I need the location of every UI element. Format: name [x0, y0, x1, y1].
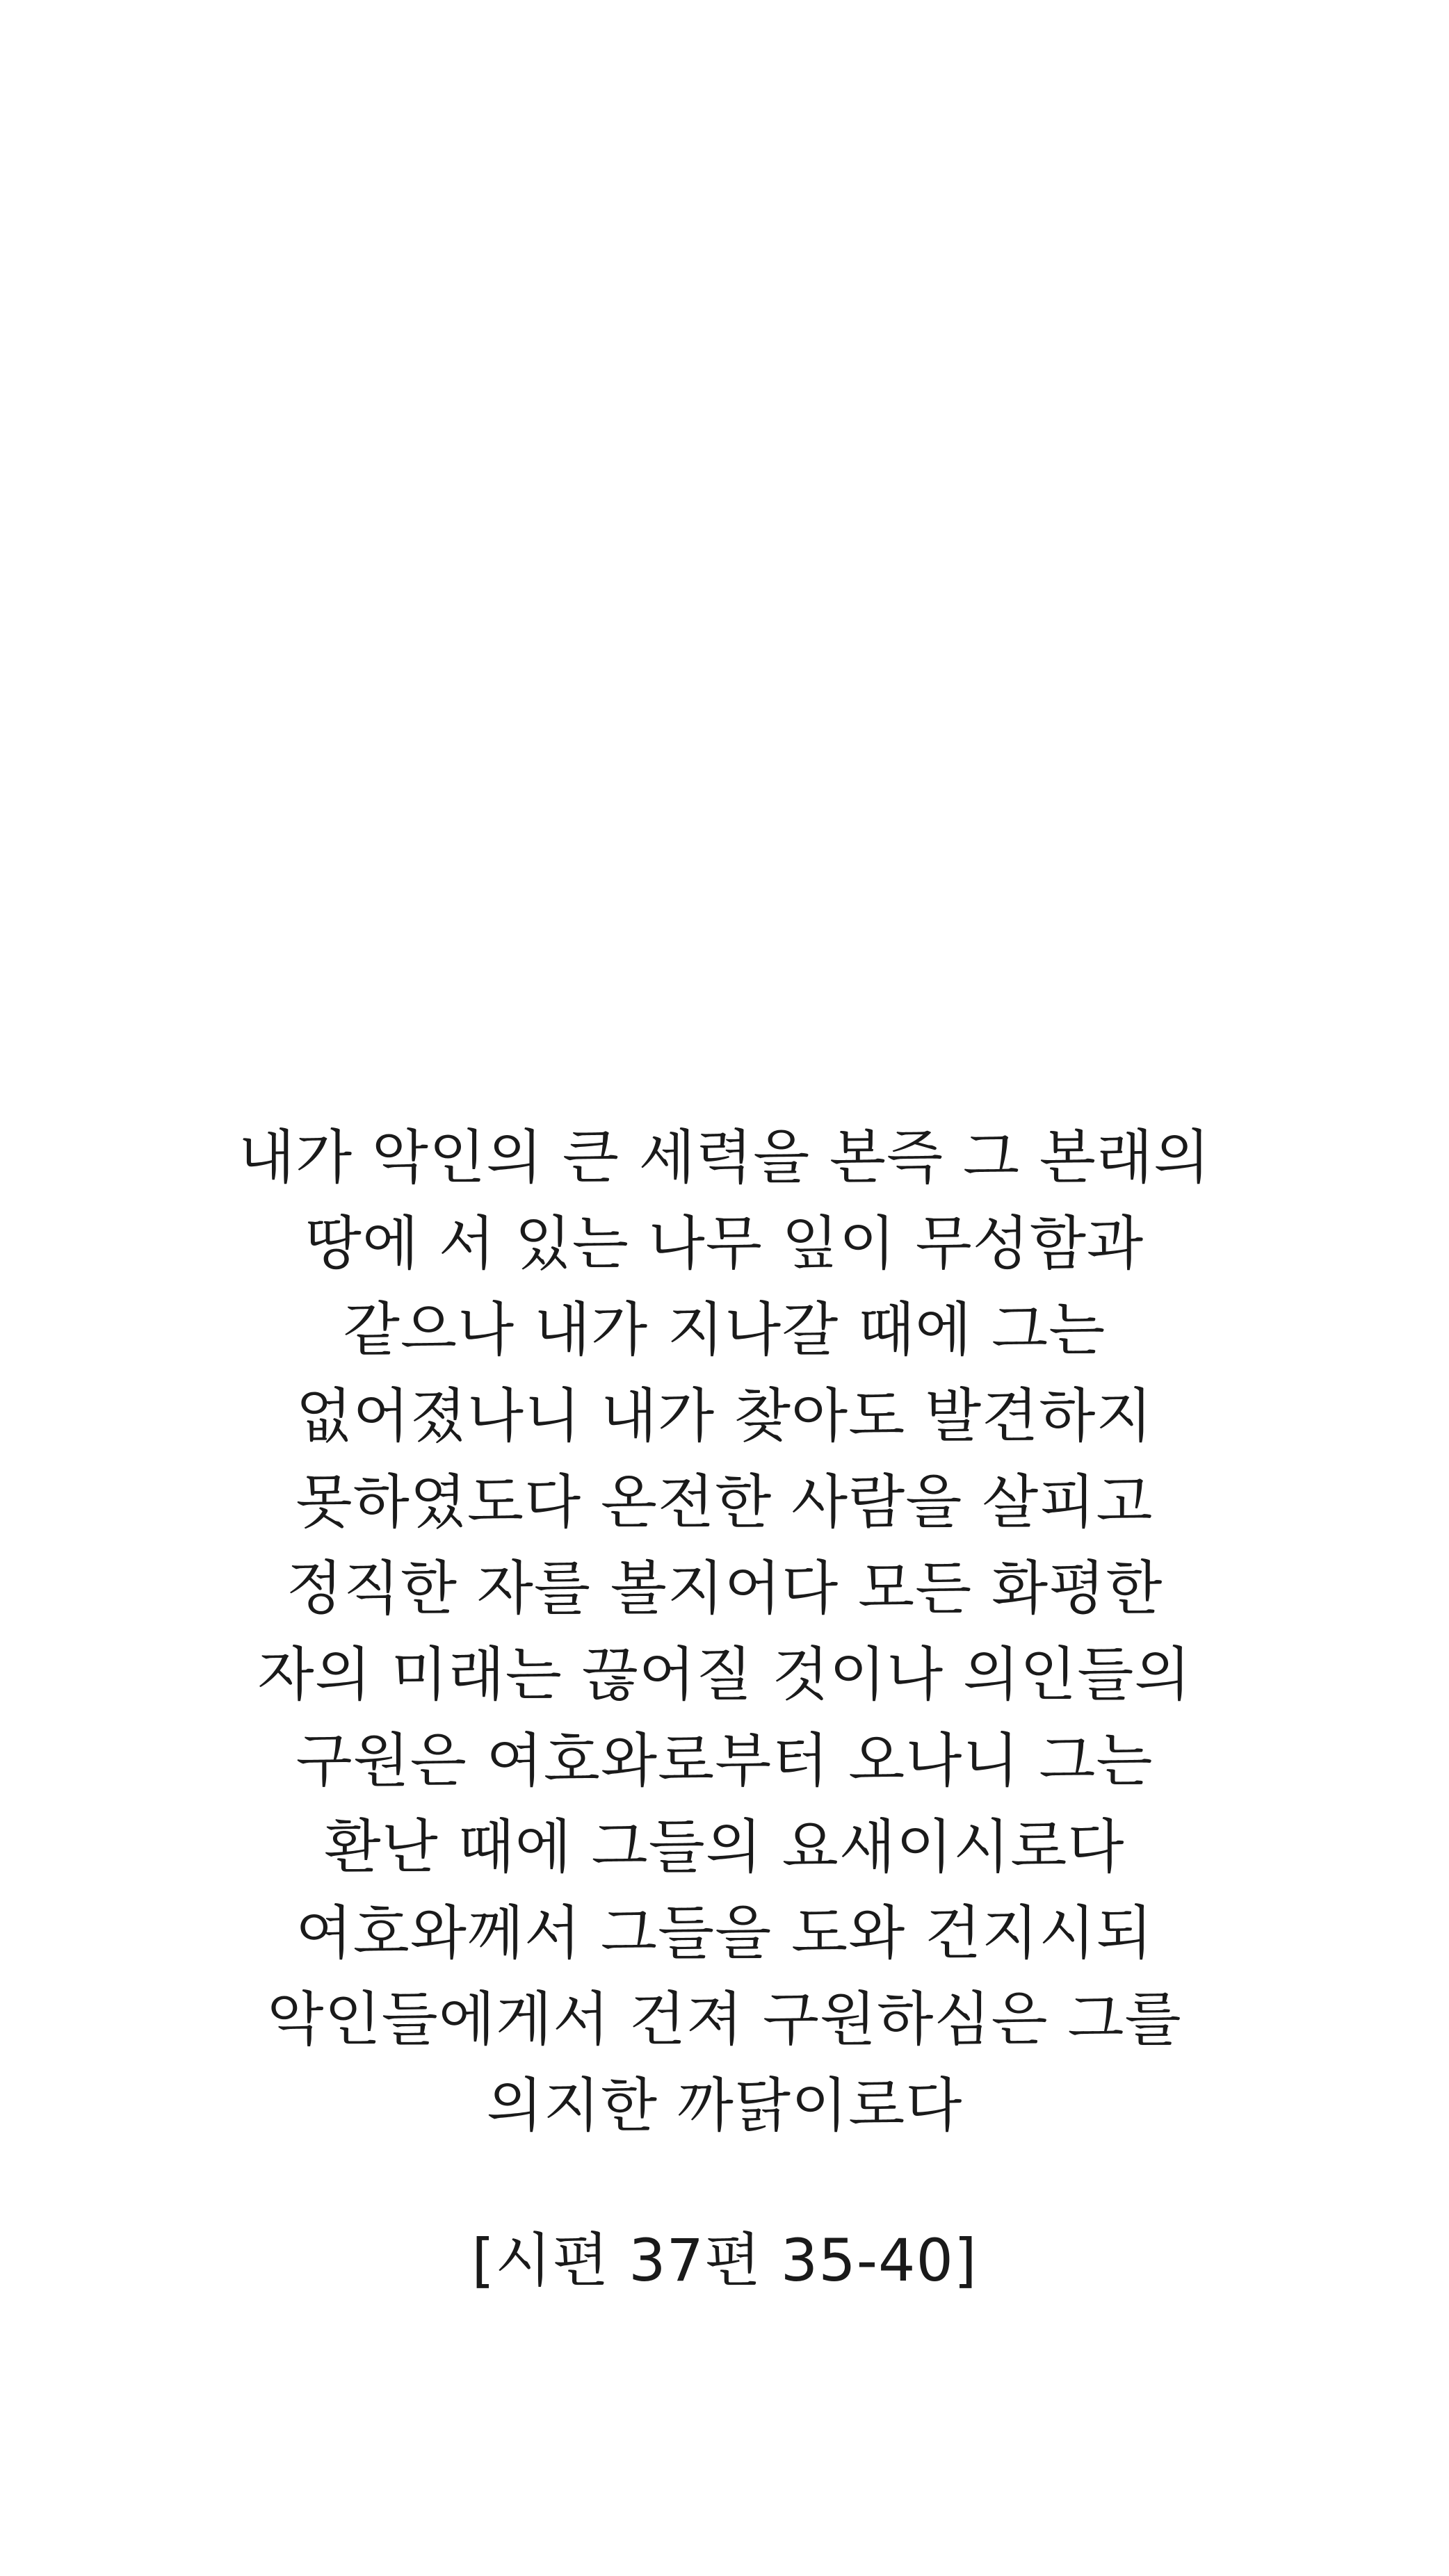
verse-line: 환난 때에 그들의 요새이시로다 — [324, 1813, 1125, 1881]
verse-line: 악인들에게서 건져 구원하심은 그를 — [267, 1985, 1182, 2053]
verse-line: 자의 미래는 끊어질 것이나 의인들의 — [257, 1640, 1192, 1709]
verse-line: 없어졌나니 내가 찾아도 발견하지 — [296, 1382, 1153, 1450]
verse-line: 구원은 여호와로부터 오나니 그는 — [296, 1727, 1153, 1795]
verse-line: 같으나 내가 지나갈 때에 그는 — [343, 1296, 1106, 1364]
scripture-citation: [시편 37편 35-40] — [471, 2226, 978, 2294]
verse-line: 여호와께서 그들을 도와 건지시되 — [296, 1899, 1153, 1967]
verse-text — [0, 1114, 1449, 2149]
verse-line: 정직한 자를 볼지어다 모든 화평한 — [286, 1554, 1163, 1622]
verse-line: 못하였도다 온전한 사람을 살피고 — [296, 1468, 1153, 1536]
verse-line: 의지한 까닭이로다 — [486, 2071, 963, 2139]
verse-line: 내가 악인의 큰 세력을 본즉 그 본래의 — [238, 1123, 1211, 1191]
verse-line: 땅에 서 있는 나무 잎이 무성함과 — [305, 1209, 1144, 1278]
